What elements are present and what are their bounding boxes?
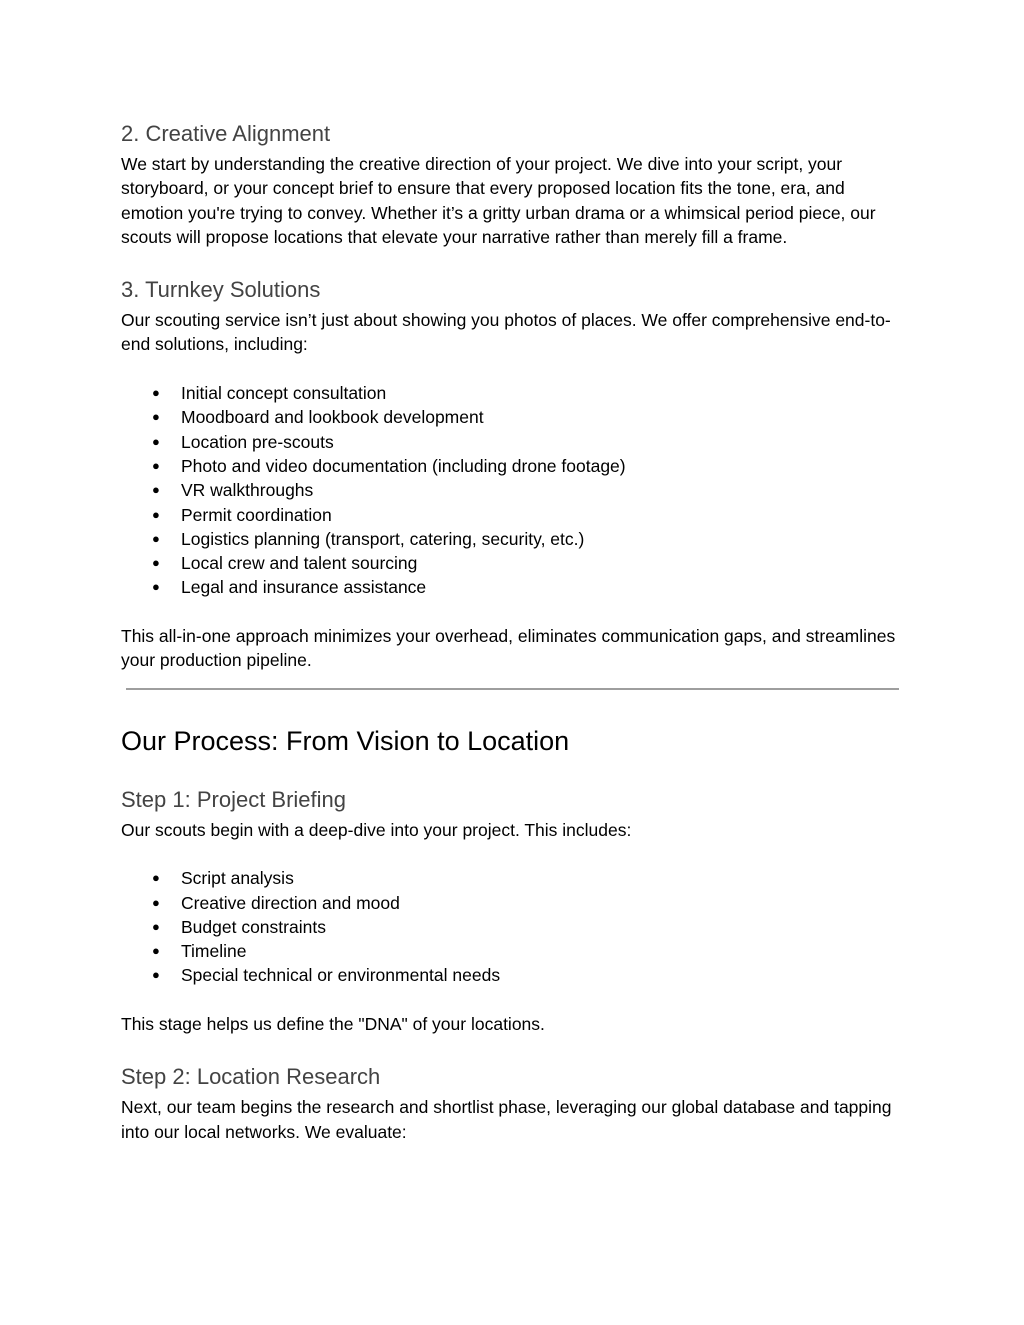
list-item: ● VR walkthroughs bbox=[121, 478, 901, 502]
list-item: ● Moodboard and lookbook development bbox=[121, 405, 901, 429]
turnkey-solutions-list bbox=[121, 381, 901, 600]
heading-turnkey-solutions: 3. Turnkey Solutions bbox=[121, 277, 321, 303]
heading-step-2: Step 2: Location Research bbox=[121, 1064, 381, 1090]
list-item: ● Local crew and talent sourcing bbox=[121, 551, 901, 575]
step2-intro-paragraph: Next, our team begins the research and shortlist phase, leveraging our global database and tapping into our local networks. We evaluate: bbox=[121, 1097, 892, 1142]
list-item: ● Permit coordination bbox=[121, 503, 901, 527]
list-item: ● Timeline bbox=[121, 939, 901, 963]
list-item: ● Budget constraints bbox=[121, 915, 901, 939]
heading-our-process: Our Process: From Vision to Location bbox=[121, 725, 570, 756]
step1-intro-paragraph: Our scouts begin with a deep-dive into your project. This includes: bbox=[121, 819, 632, 840]
list-item: ● Location pre-scouts bbox=[121, 430, 901, 454]
turnkey-outro-paragraph: This all-in-one approach minimizes your overhead, eliminates communication gaps, and streamlines your production pipeline. bbox=[121, 626, 896, 671]
creative-alignment-paragraph: We start by understanding the creative direction of your project. We dive into your script, your storyboard, or your concept brief to ensure that every proposed location fits the tone, era, and emotion you're trying to convey. Whether it’s a gritty urban drama or a whimsical period piece, our scouts will propose locations that elevate your narrative rather than merely fill a frame. bbox=[121, 154, 876, 247]
turnkey-intro-paragraph: Our scouting service isn’t just about showing you photos of places. We offer comprehensive end-to-end solutions, including: bbox=[121, 310, 891, 355]
list-item: ● Script analysis bbox=[121, 866, 901, 890]
step1-outro-paragraph: This stage helps us define the "DNA" of your locations. bbox=[121, 1014, 545, 1035]
list-item: ● Special technical or environmental needs bbox=[121, 963, 901, 987]
document-page bbox=[121, 118, 901, 1144]
heading-step-1: Step 1: Project Briefing bbox=[121, 786, 347, 812]
step1-list bbox=[121, 866, 901, 987]
list-item: ● Creative direction and mood bbox=[121, 891, 901, 915]
list-item: ● Photo and video documentation (including drone footage) bbox=[121, 454, 901, 478]
heading-creative-alignment: 2. Creative Alignment bbox=[121, 121, 331, 146]
list-item: ● Legal and insurance assistance bbox=[121, 575, 901, 599]
list-item: ● Initial concept consultation bbox=[121, 381, 901, 405]
list-item: ● Logistics planning (transport, catering, security, etc.) bbox=[121, 527, 901, 551]
